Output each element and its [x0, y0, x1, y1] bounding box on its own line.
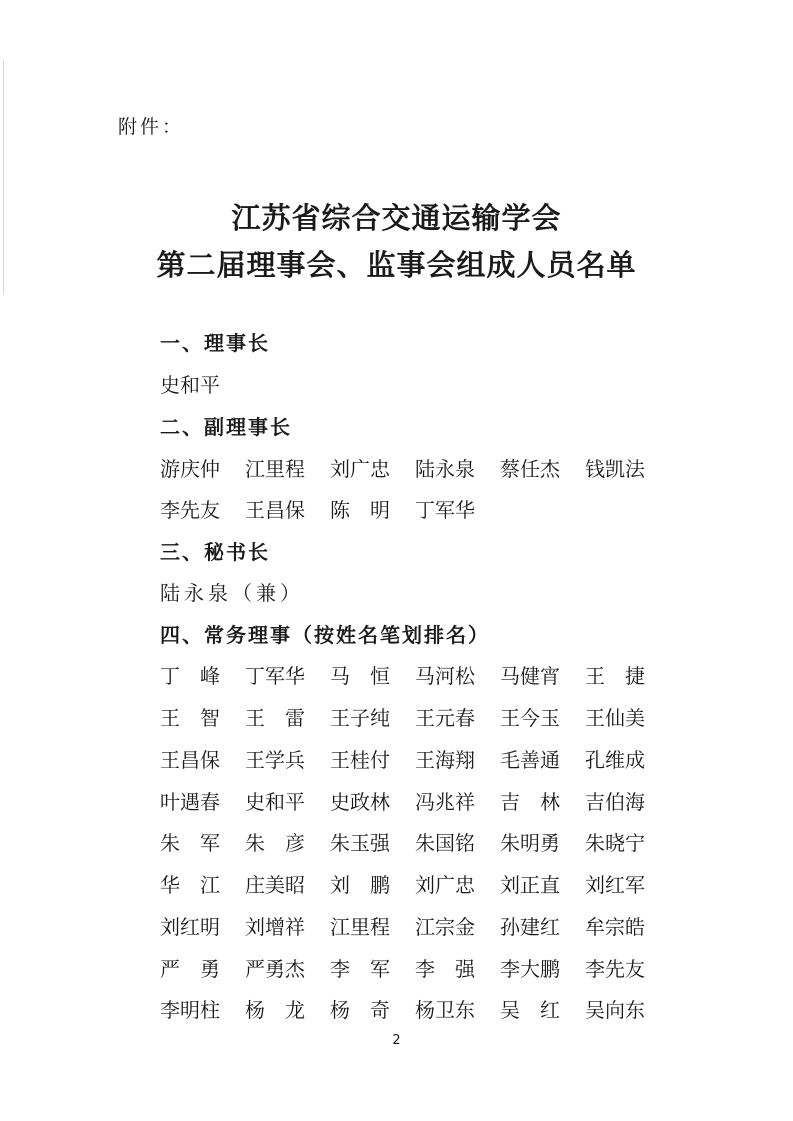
person-name: 史和平: [245, 790, 305, 814]
person-name: 严勇杰: [245, 957, 305, 981]
person-name: 叶遇春: [160, 790, 220, 814]
person-name: 王 捷: [585, 664, 645, 688]
person-name: 刘红军: [585, 873, 645, 897]
person-name: 朱 军: [160, 831, 220, 855]
person-name: 江里程: [330, 915, 390, 939]
person-name: 刘增祥: [245, 915, 305, 939]
person-name: 史政林: [330, 790, 390, 814]
person-name: 丁 峰: [160, 664, 220, 688]
person-name: 朱晓宁: [585, 831, 645, 855]
section-heading-secretary-general: 三、秘书长: [160, 540, 270, 564]
person-name: 钱凯法: [585, 457, 645, 481]
person-name: 马河松: [415, 664, 475, 688]
person-name: 严 勇: [160, 957, 220, 981]
person-name: 王子纯: [330, 706, 390, 730]
person-name: 李 军: [330, 957, 390, 981]
person-name: 朱明勇: [500, 831, 560, 855]
document-title-line-2: 第二届理事会、监事会组成人员名单: [156, 248, 637, 282]
person-name: 王 智: [160, 706, 220, 730]
person-name: 李先友: [160, 498, 220, 522]
person-name: 吴 红: [500, 998, 560, 1022]
person-name: 牟宗皓: [585, 915, 645, 939]
person-name: 吉 林: [500, 790, 560, 814]
person-name: 刘正直: [500, 873, 560, 897]
person-name: 李大鹏: [500, 957, 560, 981]
person-name: 华 江: [160, 873, 220, 897]
person-name: 丁军华: [245, 664, 305, 688]
person-name: 陈 明: [330, 498, 390, 522]
attachment-label: 附件：: [118, 116, 185, 138]
person-name: 刘 鹏: [330, 873, 390, 897]
person-name: 王海翔: [415, 748, 475, 772]
secretary-general-name: 陆永泉（兼）: [160, 581, 304, 605]
person-name: 杨 龙: [245, 998, 305, 1022]
person-name: 史和平: [160, 373, 220, 397]
person-name: 马健宵: [500, 664, 560, 688]
section-heading-chairman: 一、理事长: [160, 331, 270, 355]
person-name: 杨卫东: [415, 998, 475, 1022]
person-name: 冯兆祥: [415, 790, 475, 814]
person-name: 江里程: [245, 457, 305, 481]
person-name: 孔维成: [585, 748, 645, 772]
person-name: 游庆仲: [160, 457, 220, 481]
person-name: 吉伯海: [585, 790, 645, 814]
person-name: 吴向东: [585, 998, 645, 1022]
person-name: 刘红明: [160, 915, 220, 939]
person-name: 蔡任杰: [500, 457, 560, 481]
person-name: 马 恒: [330, 664, 390, 688]
person-name: 王昌保: [160, 748, 220, 772]
person-name: 王元春: [415, 706, 475, 730]
person-name: 毛善通: [500, 748, 560, 772]
person-name: 王 雷: [245, 706, 305, 730]
page-number: 2: [392, 1033, 401, 1048]
person-name: 王学兵: [245, 748, 305, 772]
person-name: 李明柱: [160, 998, 220, 1022]
person-name: 杨 奇: [330, 998, 390, 1022]
person-name: 朱国铭: [415, 831, 475, 855]
person-name: 朱玉强: [330, 831, 390, 855]
person-name: 孙建红: [500, 915, 560, 939]
person-name: 江宗金: [415, 915, 475, 939]
person-name: 刘广忠: [415, 873, 475, 897]
person-name: 陆永泉: [415, 457, 475, 481]
person-name: 王桂付: [330, 748, 390, 772]
person-name: 王昌保: [245, 498, 305, 522]
person-name: 朱 彦: [245, 831, 305, 855]
person-name: 王今玉: [500, 706, 560, 730]
person-name: 李 强: [415, 957, 475, 981]
person-name: 丁军华: [415, 498, 475, 522]
document-title-line-1: 江苏省综合交通运输学会: [231, 201, 562, 235]
person-name: 王仙美: [585, 706, 645, 730]
person-name: 李先友: [585, 957, 645, 981]
section-heading-standing-directors: 四、常务理事（按姓名笔划排名）: [160, 623, 490, 647]
person-name: 刘广忠: [330, 457, 390, 481]
section-heading-vice-chairman: 二、副理事长: [160, 415, 292, 439]
person-name: 庄美昭: [245, 873, 305, 897]
